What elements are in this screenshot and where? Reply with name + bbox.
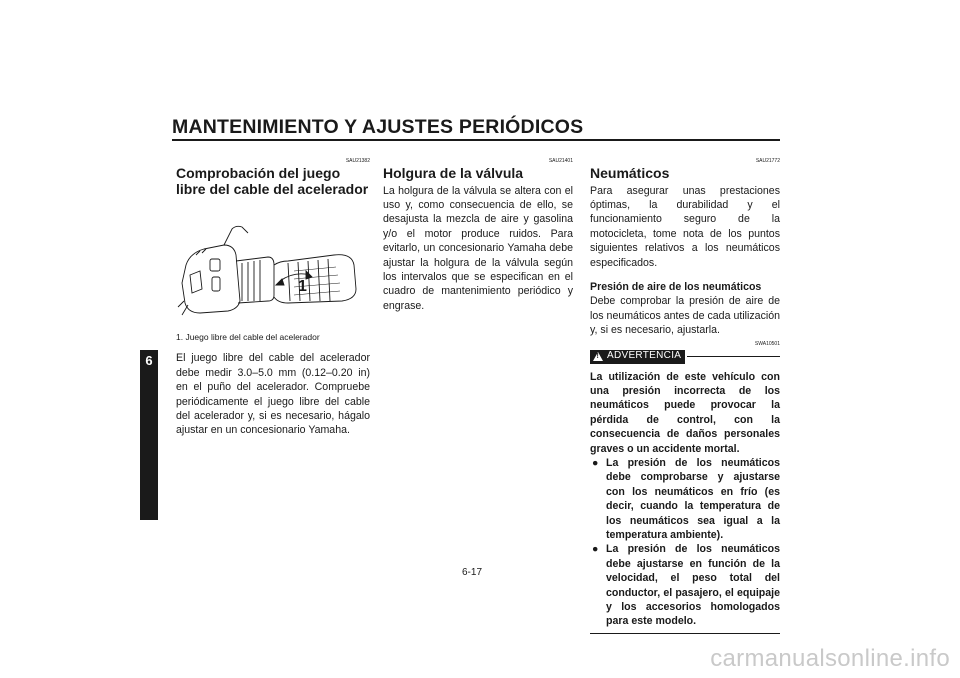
tire-pressure-text: Debe comprobar la presión de aire de los neumáticos antes de cada utilización y, si es necesario, ajustarla. [590,295,780,337]
section-heading-tires: Neumáticos [590,165,670,181]
warning-header [590,349,780,365]
watermark-logo[interactable]: carmanualsonline.info [710,645,950,672]
warning-text: La utilización de este vehículo con una presión incorrecta de los neumáticos puede provocar la pérdida de control, con la consecuencia de daños personales graves o un accidente mortal. [590,370,780,455]
warning-bullet-list [590,456,780,629]
tires-intro-text: Para asegurar unas prestaciones óptimas, la durabilidad y el funcionamiento seguro de la motocicleta, tome nota de los puntos siguientes relativos a los neumáticos especificados. [590,184,780,269]
warning-bottom-rule [590,633,780,635]
warning-rule [687,356,780,358]
tire-pressure-subheading: Presión de aire de los neumáticos [590,280,762,293]
figure-caption: 1. Juego libre del cable del acelerador [176,332,320,342]
warning-triangle-icon [593,352,603,361]
title-rule [172,139,780,141]
page-number: 6-17 [462,567,483,578]
list-item: ● La presión de los neumáticos debe ajustarse en función de la velocidad, el peso total del conductor, el pasajero, el equipaje y los accesorios homologados para este modelo. [592,543,780,628]
figure-callout: 1 [298,278,307,295]
valve-body-text: La holgura de la válvula se altera con el uso y, como consecuencia de ello, se desajusta la mezcla de aire y gasolina y/o el motor produce ruidos. Para evitarlo, un concesionario Yamaha debe ajustar la holgura de la válvula según los intervalos que se especifican en el cuadro de mantenimiento periódico y engrase. [383,184,573,312]
bullet-icon: ● [592,457,599,469]
section-heading-valve: Holgura de la válvula [383,165,524,181]
section-code: SAU21401 [548,158,573,164]
column-throttle-cable [176,158,370,438]
column-tires [590,158,780,634]
handlebar-grip-drawing [176,205,370,323]
column-valve-clearance [383,158,573,313]
warning-badge [590,350,685,364]
chapter-tab[interactable]: 6 [140,350,158,520]
list-item: ● La presión de los neumáticos debe comprobarse y ajustarse con los neumáticos en frío (es decir, cuando la temperatura de los neumáticos sea igual a la temperatura ambiente). [592,457,780,542]
throttle-body-text: El juego libre del cable del acelerador debe medir 3.0–5.0 mm (0.12–0.20 in) en el puño del acelerador. Compruebe periódicamente el juego libre del cable del acelerador y, si es necesario, hágalo ajustar en un concesionario Yamaha. [176,352,370,437]
section-code: SAU21382 [345,158,370,164]
warning-label: ADVERTENCIA [607,350,682,362]
bullet-icon: ● [592,543,599,556]
section-heading-throttle: Comprobación del juego libre del cable del acelerador [176,165,369,197]
warning-code: SWA10501 [754,340,780,347]
throttle-grip-illustration [176,205,370,323]
section-code: SAU21772 [755,158,780,164]
page-title: MANTENIMIENTO Y AJUSTES PERIÓDICOS [172,116,584,138]
